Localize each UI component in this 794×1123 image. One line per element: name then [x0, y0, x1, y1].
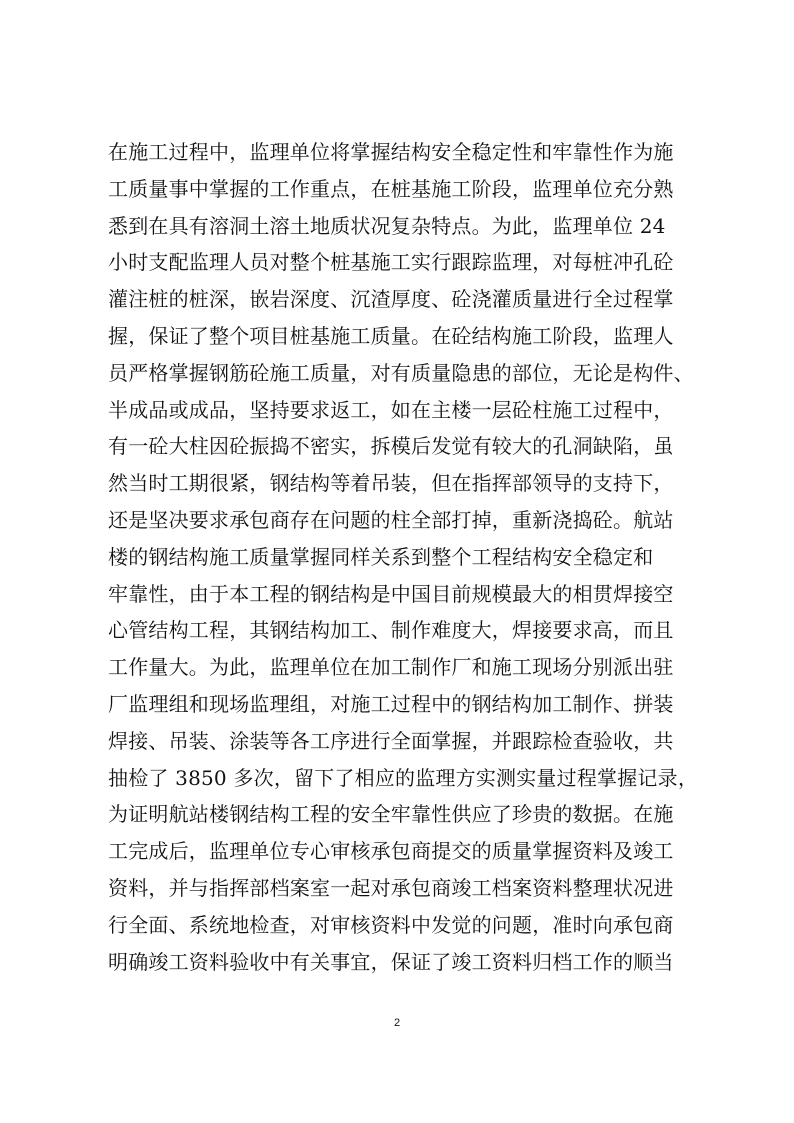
- text-line: 还是坚决要求承包商存在问题的柱全部打掉，重新浇捣砼。航站: [108, 507, 674, 532]
- text-line: 工质量事中掌握的工作重点，在桩基施工阶段，监理单位充分熟: [108, 176, 674, 201]
- text-line: 有一砼大柱因砼振捣不密实，拆模后发觉有较大的孔洞缺陷，虽: [108, 434, 674, 459]
- text-line: 小时支配监理人员对整个桩基施工实行跟踪监理，对每桩冲孔砼: [108, 250, 674, 275]
- text-line: 在施工过程中，监理单位将掌握结构安全稳定性和牢靠性作为施: [108, 140, 674, 164]
- text-line: 牢靠性，由于本工程的钢结构是中国目前规模最大的相贯焊接空: [108, 581, 674, 606]
- text-line: 为证明航站楼钢结构工程的安全牢靠性供应了珍贵的数据。在施: [108, 802, 674, 827]
- text-line: 悉到在具有溶洞土溶土地质状况复杂特点。为此，监理单位 24: [108, 213, 666, 238]
- text-line: 握，保证了整个项目桩基施工质量。在砼结构施工阶段，监理人: [108, 323, 674, 348]
- text-line: 然当时工期很紧，钢结构等着吊装，但在指挥部领导的支持下，: [108, 471, 674, 496]
- text-line: 明确竣工资料验收中有关事宜，保证了竣工资料归档工作的顺当: [108, 949, 674, 974]
- text-line: 焊接、吊装、涂装等各工序进行全面掌握，并跟踪检查验收，共: [108, 728, 674, 753]
- text-line: 灌注桩的桩深，嵌岩深度、沉渣厚度、砼浇灌质量进行全过程掌: [108, 287, 674, 312]
- text-line: 心管结构工程，其钢结构加工、制作难度大，焊接要求高，而且: [108, 618, 674, 643]
- text-line: 楼的钢结构施工质量掌握同样关系到整个工程结构安全稳定和: [108, 544, 654, 569]
- body-paragraph: [108, 134, 718, 980]
- text-line: 资料，并与指挥部档案室一起对承包商竣工档案资料整理状况进: [108, 875, 674, 900]
- text-line: 半成品或成品，坚持要求返工，如在主楼一层砼柱施工过程中，: [108, 397, 674, 422]
- text-line: 行全面、系统地检查，对审核资料中发觉的问题，准时向承包商: [108, 912, 674, 937]
- page-number: 2: [393, 1017, 401, 1029]
- text-line: 员严格掌握钢筋砼施工质量，对有质量隐患的部位，无论是构件、: [108, 360, 694, 385]
- text-line: 工完成后，监理单位专心审核承包商提交的质量掌握资料及竣工: [108, 839, 674, 864]
- text-line: 厂监理组和现场监理组，对施工过程中的钢结构加工制作、拼装: [108, 691, 674, 716]
- text-line: 工作量大。为此，监理单位在加工制作厂和施工现场分别派出驻: [108, 655, 674, 680]
- text-line: 抽检了 3850 多次，留下了相应的监理方实测实量过程掌握记录，: [108, 765, 699, 790]
